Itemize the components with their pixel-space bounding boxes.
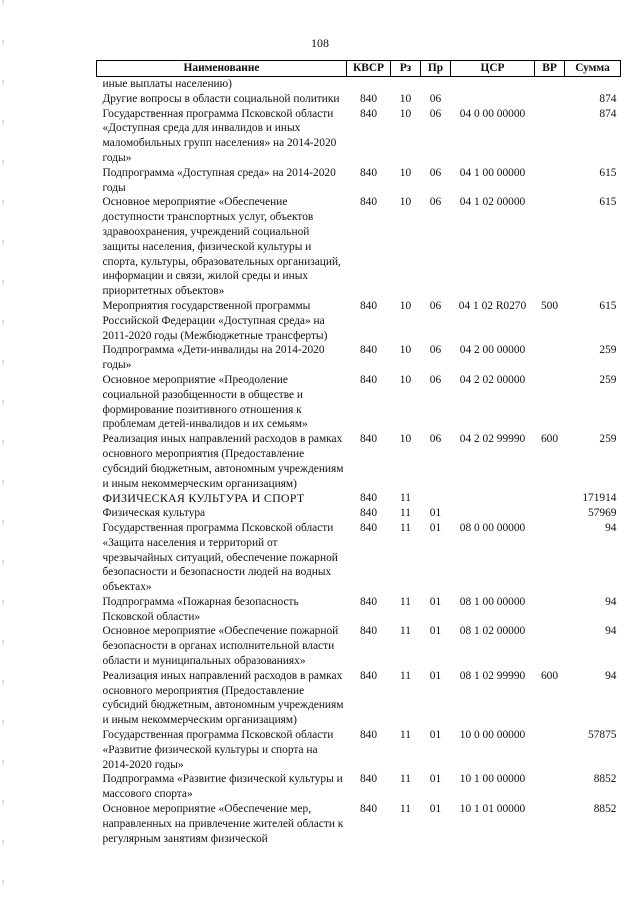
cell-rz: 10: [399, 196, 412, 209]
cell-vr: [535, 802, 565, 846]
cell-csr: 04 1 02 00000: [459, 196, 526, 209]
table-row: [97, 521, 621, 595]
header-pr: Пр: [421, 61, 451, 77]
cell-rz: 10: [399, 433, 412, 446]
cell-kvsr: 840: [359, 107, 378, 120]
cell-name: Государственная программа Псковской области «Защита населения и территорий от чрезвычайных ситуаций, обеспечение пожарной безопасности и безопасности людей на водных объектах»: [102, 521, 338, 594]
cell-pr: [421, 77, 451, 92]
cell-name: Реализация иных направлений расходов в рамках основного мероприятия (Предоставление субсидий бюджетным, автономным учреждениям и иным некоммерческим организациям): [102, 433, 344, 490]
cell-pr: 01: [429, 773, 442, 786]
cell-pr: 06: [429, 92, 442, 105]
cell-csr: [451, 92, 535, 107]
cell-csr: 08 0 00 00000: [459, 521, 526, 534]
cell-csr: 10 0 00 00000: [459, 729, 526, 742]
cell-sum: 874: [599, 92, 617, 105]
cell-vr: [535, 624, 565, 668]
cell-csr: 04 0 00 00000: [459, 107, 526, 120]
cell-vr: [535, 77, 565, 92]
cell-rz: 10: [399, 107, 412, 120]
cell-rz: 11: [400, 729, 411, 742]
section-row: [97, 491, 621, 506]
table-row: [97, 195, 621, 299]
header-row: [97, 61, 621, 77]
cell-kvsr: 840: [359, 344, 378, 357]
cell-kvsr: 840: [359, 669, 378, 682]
cell-csr: 10 1 01 00000: [459, 803, 526, 816]
header-rz: Рз: [391, 61, 421, 77]
cell-kvsr: 840: [359, 595, 378, 608]
cell-pr: 01: [429, 803, 442, 816]
cell-rz: 10: [399, 92, 412, 105]
cell-kvsr: 840: [359, 773, 378, 786]
cell-sum: 874: [599, 107, 617, 120]
cell-kvsr: 840: [359, 625, 378, 638]
table-row: [97, 166, 621, 196]
cell-pr: 06: [429, 373, 442, 386]
cell-rz: 10: [399, 299, 412, 312]
cell-pr: 06: [429, 299, 442, 312]
table-row: [97, 107, 621, 166]
header-vr: ВР: [535, 61, 565, 77]
cell-pr: 01: [429, 625, 442, 638]
cell-sum: 57875: [588, 729, 617, 742]
cell-csr: 04 2 02 99990: [459, 433, 526, 446]
cell-name: Основное мероприятие «Обеспечение пожарной безопасности в органах исполнительной власти области и муниципальных образованиях»: [102, 625, 339, 668]
cell-vr: 500: [540, 299, 559, 312]
cell-sum: 8852: [593, 803, 617, 816]
cell-name: Основное мероприятие «Обеспечение мер, направленных на привлечение жителей области к регулярным занятиям физической: [102, 803, 344, 845]
cell-vr: [535, 92, 565, 107]
cell-kvsr: 840: [359, 92, 378, 105]
cell-vr: [535, 166, 565, 196]
cell-vr: [535, 491, 565, 506]
cell-rz: 10: [399, 344, 412, 357]
cell-name: Подпрограмма «Дети-инвалиды на 2014-2020 годы»: [102, 344, 325, 372]
cell-csr: [451, 77, 535, 92]
cell-vr: 600: [540, 669, 559, 682]
cell-name: Подпрограмма «Доступная среда» на 2014-2020 годы: [102, 166, 336, 194]
cell-sum: 94: [605, 625, 617, 638]
cell-pr: 06: [429, 433, 442, 446]
cell-name: Подпрограмма «Развитие физической культуры и массового спорта»: [102, 773, 343, 801]
cell-vr: [535, 521, 565, 595]
cell-name: Другие вопросы в области социальной политики: [102, 92, 340, 105]
header-name: Наименование: [97, 61, 347, 77]
cell-csr: [451, 491, 535, 506]
cell-name: Государственная программа Псковской области «Доступная среда для инвалидов и иных маломобильных групп населения» на 2014-2020 годы»: [102, 107, 337, 164]
cell-sum: 94: [605, 669, 617, 682]
cell-rz: 10: [399, 373, 412, 386]
cell-csr: 08 1 02 00000: [459, 625, 526, 638]
cell-sum: 171914: [582, 492, 617, 505]
cell-sum: 94: [605, 595, 617, 608]
cell-kvsr: 840: [359, 492, 378, 505]
cell-csr: 04 1 02 R0270: [458, 299, 527, 312]
page-number: 108: [311, 36, 329, 50]
cell-vr: [535, 728, 565, 772]
cell-kvsr: 840: [359, 803, 378, 816]
cell-sum: 8852: [593, 773, 617, 786]
cell-pr: 01: [429, 729, 442, 742]
cell-rz: 10: [399, 166, 412, 179]
table-row: [97, 728, 621, 772]
cell-sum: 259: [599, 373, 617, 386]
cell-kvsr: 840: [359, 433, 378, 446]
cell-sum: 615: [599, 299, 617, 312]
table-header: [97, 61, 621, 77]
cell-pr: 06: [429, 344, 442, 357]
cell-kvsr: 840: [359, 299, 378, 312]
cell-name: Физическая культура: [102, 507, 206, 520]
table-row: [97, 299, 621, 343]
table-row: [97, 343, 621, 373]
cell-kvsr: 840: [359, 196, 378, 209]
budget-table: [96, 60, 621, 846]
cell-name: Мероприятия государственной программы Российской Федерации «Доступная среда» на 2011-2020 годы (Межбюджетные трансферты): [102, 299, 328, 342]
header-csr: ЦСР: [451, 61, 535, 77]
cell-pr: 01: [429, 521, 442, 534]
cell-name: Основное мероприятие «Обеспечение доступности транспортных услуг, объектов здравоохранения, учреждений социальной защиты населения, физической культуры и спорта, культуры, образовательных организаций, информации и связи, жилой среды и иных приоритетных объектов»: [102, 196, 341, 298]
cell-vr: [535, 506, 565, 521]
table-row: [97, 432, 621, 491]
cell-kvsr: 840: [359, 521, 378, 534]
table-row: [97, 77, 621, 92]
cell-pr: 01: [429, 595, 442, 608]
table-row: [97, 624, 621, 668]
header-kvsr: КВСР: [347, 61, 391, 77]
cell-kvsr: 840: [359, 166, 378, 179]
cell-sum: 259: [599, 433, 617, 446]
cell-kvsr: 840: [359, 729, 378, 742]
cell-csr: 04 2 00 00000: [459, 344, 526, 357]
cell-rz: 11: [400, 669, 411, 682]
cell-vr: [535, 772, 565, 802]
table-row: [97, 373, 621, 432]
cell-kvsr: [347, 77, 391, 92]
table-row: [97, 772, 621, 802]
cell-vr: 600: [540, 433, 559, 446]
cell-csr: 04 1 00 00000: [459, 166, 526, 179]
cell-name: Основное мероприятие «Преодоление социальной разобщенности в обществе и формирование позитивного отношения к проблемам детей-инвалидов и их семьям»: [102, 373, 308, 431]
cell-vr: [535, 107, 565, 166]
cell-sum: 259: [599, 344, 617, 357]
table-row: [97, 802, 621, 846]
table-row: [97, 92, 621, 107]
cell-pr: 06: [429, 107, 442, 120]
cell-pr: 06: [429, 196, 442, 209]
cell-vr: [535, 343, 565, 373]
cell-name: Реализация иных направлений расходов в рамках основного мероприятия (Предоставление субсидий бюджетным, автономным учреждениям и иным некоммерческим организациям): [102, 669, 344, 727]
cell-sum: [565, 77, 621, 92]
cell-rz: 11: [400, 507, 411, 520]
cell-name: Государственная программа Псковской области «Развитие физической культуры и спорта на 2014-2020 годы»: [102, 729, 334, 771]
cell-kvsr: 840: [359, 507, 378, 520]
cell-rz: 11: [400, 492, 411, 505]
cell-csr: 08 1 02 99990: [459, 669, 526, 682]
cell-pr: 01: [429, 507, 442, 520]
cell-vr: [535, 195, 565, 299]
cell-kvsr: 840: [359, 373, 378, 386]
cell-vr: [535, 595, 565, 625]
table-body: [97, 77, 621, 847]
cell-name: иные выплаты населению): [102, 78, 232, 90]
cell-sum: 94: [605, 521, 617, 534]
scan-edge-artifact: [2, 0, 4, 905]
header-sum: Сумма: [565, 61, 621, 77]
cell-rz: 11: [400, 803, 411, 816]
table-row: [97, 669, 621, 728]
table-row: [97, 595, 621, 625]
cell-rz: 11: [400, 595, 411, 608]
cell-sum: 615: [599, 166, 617, 179]
cell-csr: [451, 506, 535, 521]
cell-vr: [535, 373, 565, 432]
cell-csr: 10 1 00 00000: [459, 773, 526, 786]
cell-rz: [391, 77, 421, 92]
cell-csr: 08 1 00 00000: [459, 595, 526, 608]
cell-rz: 11: [400, 773, 411, 786]
cell-pr: 01: [429, 669, 442, 682]
cell-name: Подпрограмма «Пожарная безопасность Псковской области»: [102, 595, 299, 623]
cell-csr: 04 2 02 00000: [459, 373, 526, 386]
table-row: [97, 506, 621, 521]
cell-sum: 615: [599, 196, 617, 209]
cell-sum: 57969: [588, 507, 617, 520]
cell-rz: 11: [400, 625, 411, 638]
cell-pr: 06: [429, 166, 442, 179]
cell-pr: [421, 491, 451, 506]
cell-name: ФИЗИЧЕСКАЯ КУЛЬТУРА И СПОРТ: [102, 491, 305, 506]
cell-rz: 11: [400, 521, 411, 534]
